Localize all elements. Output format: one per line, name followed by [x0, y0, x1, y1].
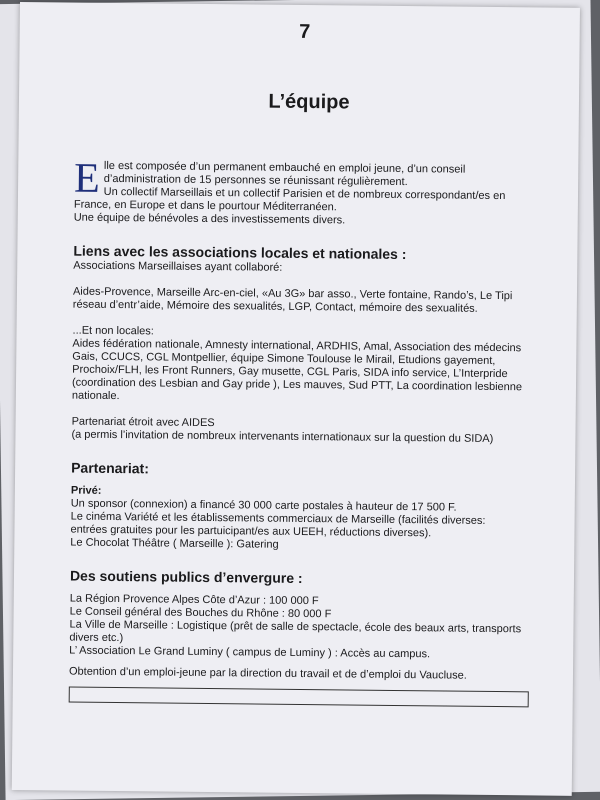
page-number: 7 — [299, 20, 311, 44]
soutiens-line: Le Conseil général des Bouches du Rhône : 80 000 F — [69, 605, 332, 621]
soutiens-line: La Région Provence Alpes Côte d’Azur : 100 000 F — [69, 592, 319, 608]
non-locales-line: Aides fédération nationale, Amnesty international, ARDHIS, Amal, Association des médecins — [72, 337, 522, 355]
partenariat-line: entrées gratuites pour les partuicipant/es aux UEEH, réductions diverses). — [70, 523, 432, 540]
intro-line: France, en Europe et dans le pourtour Méditerranéen. — [73, 198, 337, 214]
page-title: L’équipe — [268, 90, 350, 114]
intro-line: Un collectif Marseillais et un collectif Parisien et de nombreux correspondant/es en — [103, 185, 506, 203]
soutiens-line: divers etc.) — [69, 631, 124, 645]
marseille-label: Associations Marseillaises ayant collaboré: — [73, 259, 283, 274]
non-locales-line: Prochoix/FLH, les Front Runners, Gay musette, CGL Paris, SIDA info service, L’Interpride — [72, 363, 508, 381]
marseille-line: réseau d’entr’aide, Mémoire des sexualités, LGP, Contact, mémoire des sexualités. — [72, 298, 478, 315]
non-locales-line: nationale. — [71, 389, 120, 403]
soutiens-line: La Ville de Marseille : Logistique (prêt de salle de spectacle, école des beaux arts, transports — [69, 618, 522, 636]
non-locales-line: (coordination des Lesbian and Gay pride ), Les mauves, Sud PTT, La coordination lesbienne — [71, 376, 523, 394]
bottom-rule-box — [69, 687, 529, 708]
intro-paragraph — [73, 155, 545, 230]
closing-line: Obtention d’un emploi-jeune par la direction du travail et de d’emploi du Vaucluse. — [68, 665, 467, 682]
aides-line: Partenariat étroit avec AIDES — [71, 415, 215, 430]
soutiens-heading: Des soutiens publics d’envergure : — [69, 567, 303, 586]
intro-line: d’administration de 15 personnes se réunissant régulièrement. — [103, 172, 408, 189]
partenariat-line: Le Chocolat Théâtre ( Marseille ): Gatering — [70, 536, 279, 551]
intro-line: lle est composée d’un permanent embauché en emploi jeune, d’un conseil — [103, 159, 466, 176]
prive-label: Privé: — [70, 484, 102, 497]
intro-line: Une équipe de bénévoles a des investissements divers. — [73, 211, 346, 227]
document-page — [12, 2, 580, 796]
marseille-line: Aides-Provence, Marseille Arc-en-ciel, «Au 3G» bar asso., Verte fontaine, Rando’s, Le Tipi — [72, 285, 513, 303]
soutiens-line: L’ Association Le Grand Luminy ( campus de Luminy ) : Accès au campus. — [69, 644, 431, 661]
partenariat-heading: Partenariat: — [71, 459, 150, 477]
drop-cap: E — [73, 155, 101, 202]
liens-heading: Liens avec les associations locales et nationales : — [73, 242, 407, 263]
page-content — [68, 155, 544, 684]
partenariat-line: Un sponsor (connexion) a financé 30 000 carte postales à hauteur de 17 500 F. — [70, 497, 457, 514]
aides-line: (a permis l’invitation de nombreux intervenants internationaux sur la question du SIDA) — [71, 428, 494, 445]
non-locales-line: Gais, CCUCS, CGL Montpellier, équipe Simone Toulouse le Mirail, Etudions gayement, — [72, 350, 496, 367]
non-locales-label: ...Et non locales: — [72, 324, 154, 338]
partenariat-line: Le cinéma Variété et les établissements commerciaux de Marseille (facilités diverses: — [70, 510, 486, 527]
